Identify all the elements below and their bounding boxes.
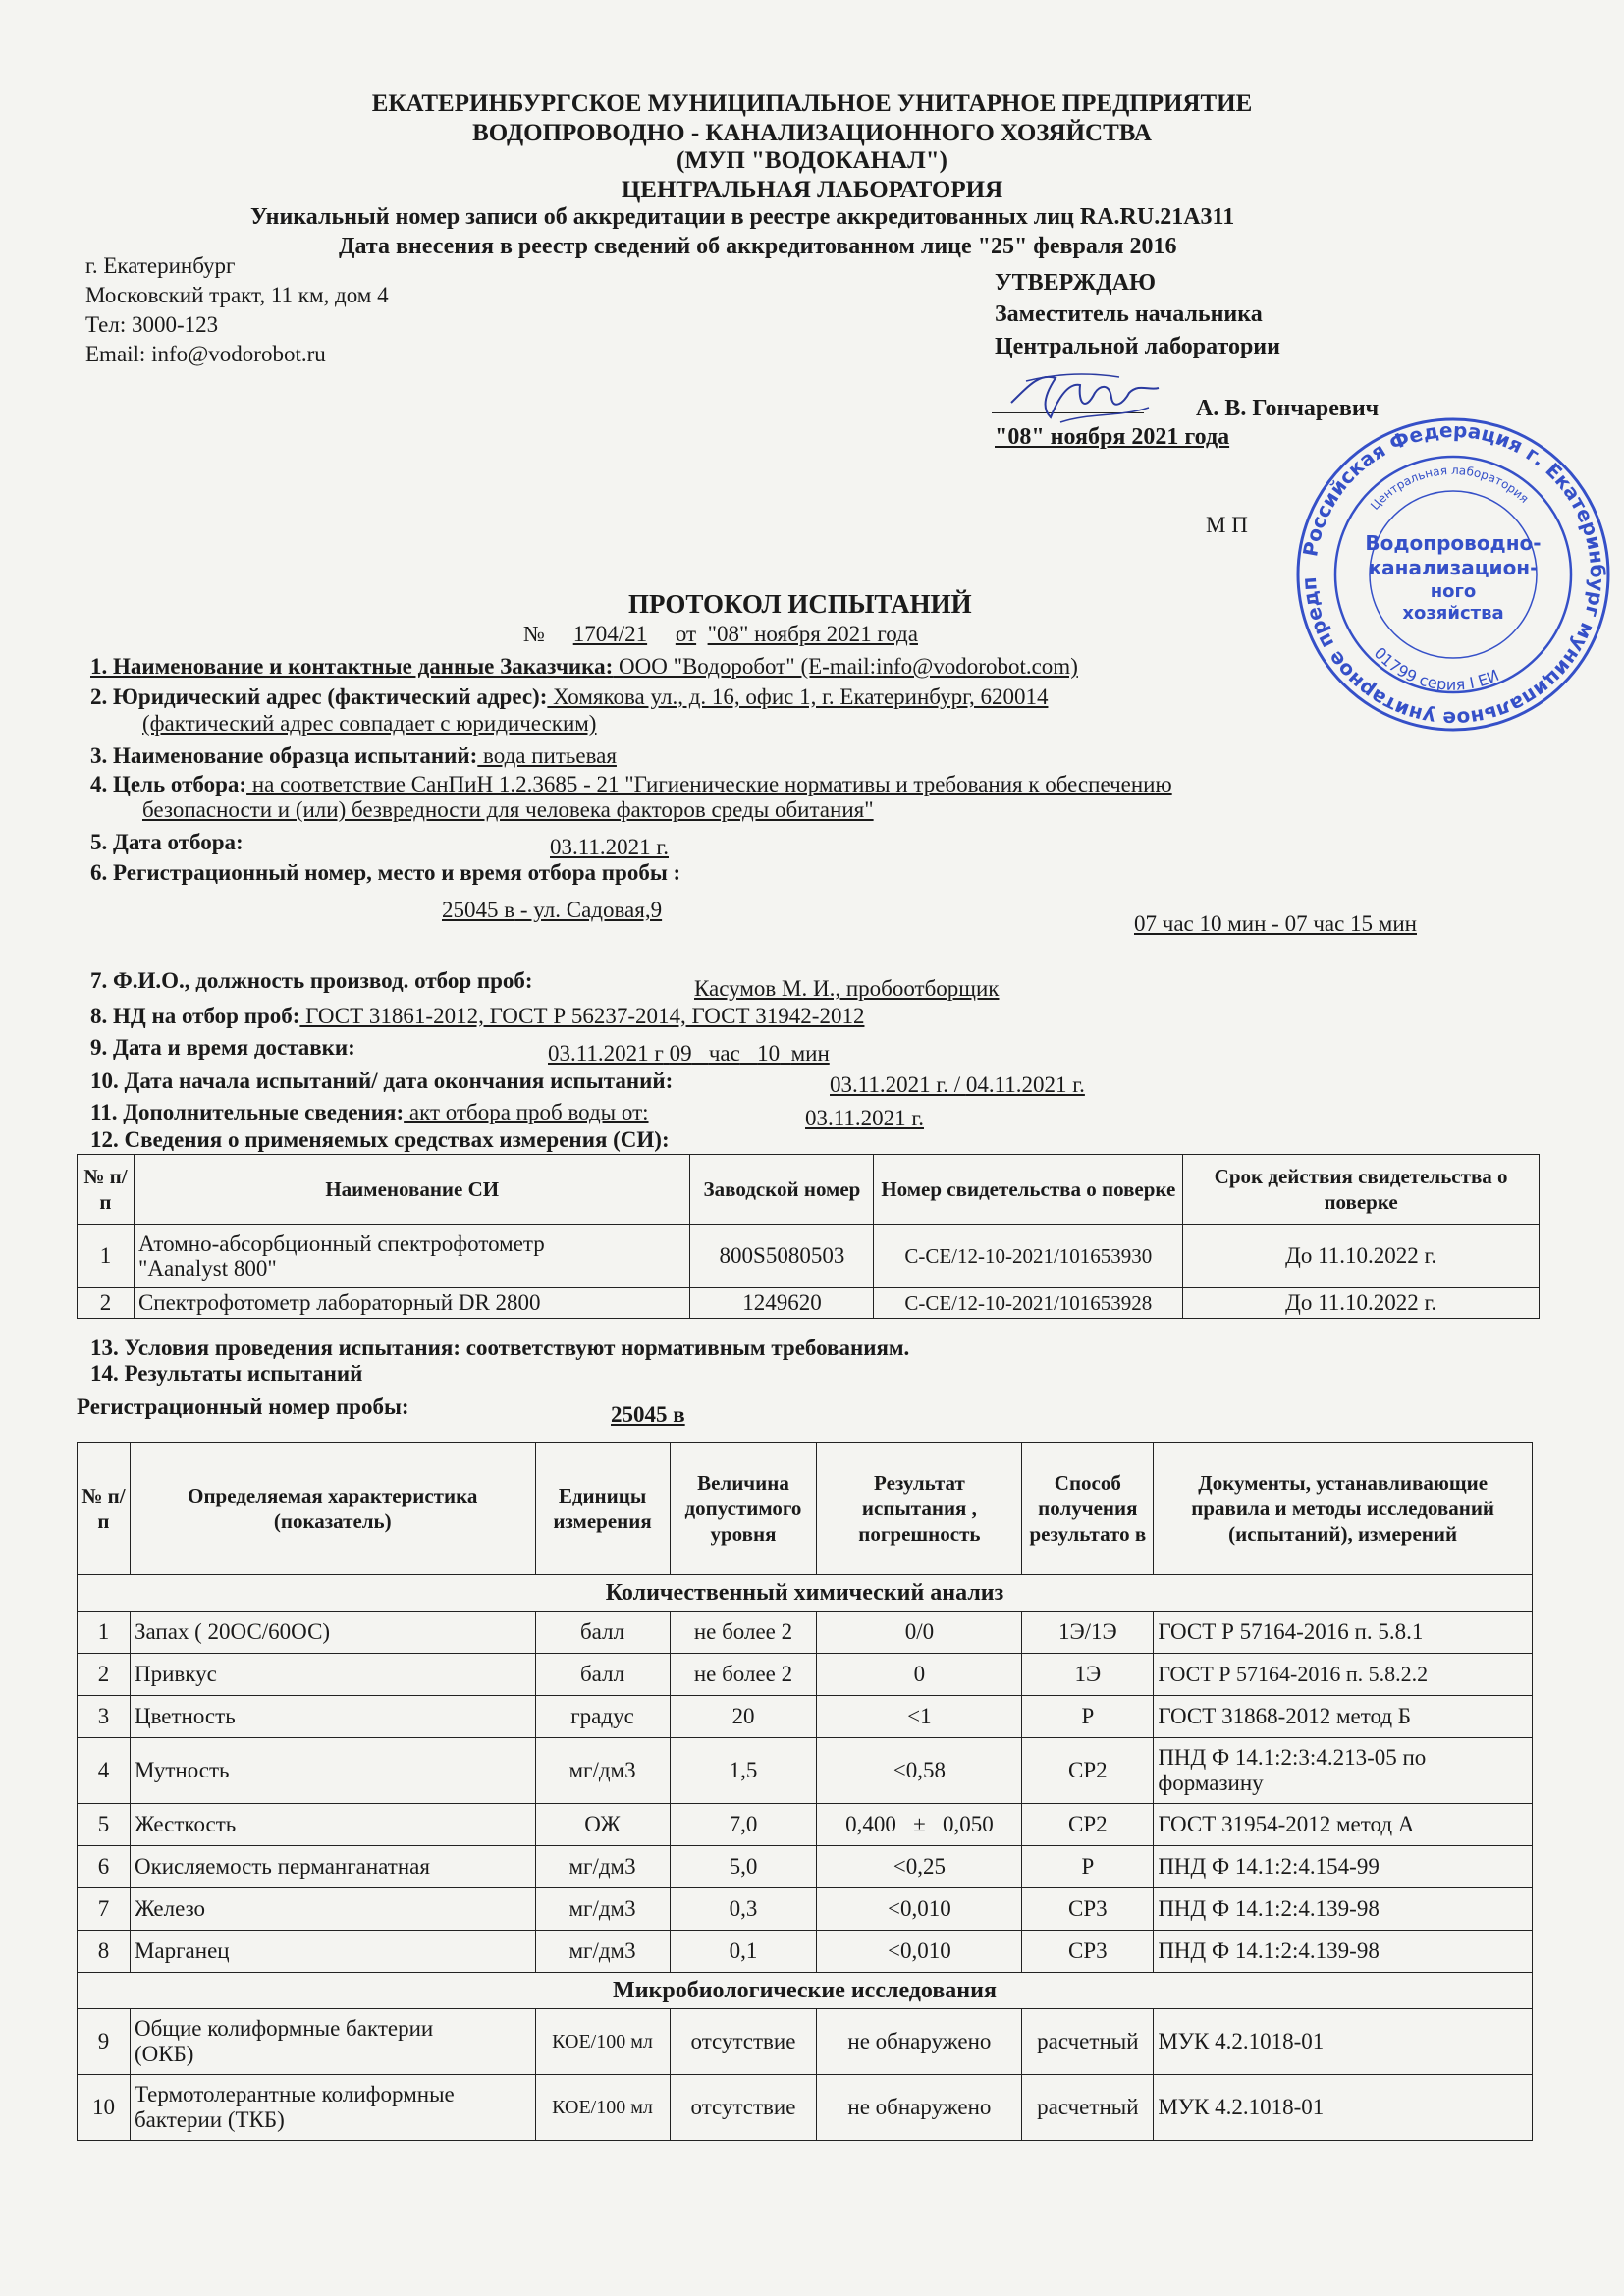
protocol-from-label: от [675, 622, 697, 646]
row-10-unit: КОЕ/100 мл [535, 2075, 670, 2141]
row-10-number: 10 [78, 2075, 131, 2141]
row-3-name: Цветность [130, 1696, 535, 1738]
item-7-value: Касумов М. И., пробоотборщик [694, 976, 1000, 1001]
row-9-method: расчетный [1022, 2009, 1154, 2075]
row-6-number: 6 [78, 1846, 131, 1888]
row-8-name: Марганец [130, 1931, 535, 1973]
item-2-note: (фактический адрес совпадает с юридическим) [142, 711, 597, 736]
approver-name: А. В. Гончаревич [1196, 396, 1380, 421]
address-email: Email: info@vodorobot.ru [85, 342, 326, 366]
row-5-method: СР2 [1022, 1804, 1154, 1846]
row-2-name: Привкус [130, 1654, 535, 1696]
results-header-characteristic: Определяемая характеристика (показатель) [130, 1443, 535, 1575]
row-3-document: ГОСТ 31868-2012 метод Б [1154, 1696, 1533, 1738]
row-3-method: Р [1022, 1696, 1154, 1738]
si-header-serial: Заводской номер [690, 1155, 874, 1225]
item-9-date: 03.11.2021 г [548, 1041, 664, 1066]
org-name-line3: (МУП "ВОДОКАНАЛ") [677, 147, 947, 174]
si-row-1-validity: До 11.10.2022 г. [1183, 1225, 1540, 1288]
si-table-row [78, 1288, 1540, 1319]
item-8-value: ГОСТ 31861-2012, ГОСТ Р 56237-2014, ГОСТ 31942-2012 [299, 1004, 865, 1028]
item-4-value-line2: безопасности и (или) безвредности для человека факторов среды обитания" [142, 797, 874, 822]
section-row-chemistry [78, 1575, 1533, 1612]
row-6-result: <0,25 [817, 1846, 1022, 1888]
sample-reg-value: 25045 в [611, 1402, 685, 1427]
si-table-header-row [78, 1155, 1540, 1225]
row-8-limit: 0,1 [670, 1931, 817, 1973]
si-row-2-serial: 1249620 [690, 1288, 874, 1319]
stamp-center-1: Водопроводно- [1365, 531, 1542, 555]
item-10-end: 04.11.2021 г. [965, 1072, 1085, 1097]
item-6-label: 6. Регистрационный номер, место и время отбора пробы : [90, 860, 681, 885]
row-5-result: 0,400 ± 0,050 [817, 1804, 1022, 1846]
row-7-limit: 0,3 [670, 1888, 817, 1931]
row-7-unit: мг/дм3 [535, 1888, 670, 1931]
table-row [78, 1654, 1533, 1696]
org-name-line1: ЕКАТЕРИНБУРГСКОЕ МУНИЦИПАЛЬНОЕ УНИТАРНОЕ ПРЕДПРИЯТИЕ [371, 90, 1253, 117]
row-8-result: <0,010 [817, 1931, 1022, 1973]
item-6-time: 07 час 10 мин - 07 час 15 мин [1134, 911, 1417, 936]
row-1-name [130, 1612, 535, 1654]
stamp-inner-text: Центральная лаборатория [1368, 463, 1532, 513]
item-4-value: на соответствие СанПиН 1.2.3685 - 21 "Гигиенические нормативы и требования к обеспечению [246, 772, 1172, 796]
row-8-document: ПНД Ф 14.1:2:4.139-98 [1154, 1931, 1533, 1973]
seal-stamp-icon [1291, 412, 1615, 741]
row-5-number: 5 [78, 1804, 131, 1846]
item-10-start: 03.11.2021 г. [830, 1072, 948, 1097]
item-2-value: Хомякова ул., д. 16, офис 1, г. Екатеринбург, 620014 [547, 684, 1049, 709]
item-9-hours-label: час [708, 1041, 740, 1066]
row-4-method: СР2 [1022, 1738, 1154, 1804]
test-results-table [77, 1442, 1533, 2141]
row-5-limit: 7,0 [670, 1804, 817, 1846]
measurement-instruments-table [77, 1154, 1540, 1319]
item-11 [90, 1100, 649, 1125]
row-1-limit: не более 2 [670, 1612, 817, 1654]
results-header-document: Документы, устанавливающие правила и методы исследований (испытаний), измерений [1154, 1443, 1533, 1575]
item-9-minutes: 10 [757, 1041, 781, 1066]
si-table-row [78, 1225, 1540, 1288]
address-phone: Тел: 3000-123 [85, 312, 219, 337]
row-7-number: 7 [78, 1888, 131, 1931]
si-row-1-number: 1 [78, 1225, 135, 1288]
row-3-unit: градус [535, 1696, 670, 1738]
svg-text:01799 серия I ЕИ [1371, 643, 1502, 693]
protocol-date: "08" ноября 2021 года [707, 622, 918, 646]
row-1-method: 1Э/1Э [1022, 1612, 1154, 1654]
stamp-center-2: канализацион- [1368, 556, 1539, 579]
row-10-name [130, 2075, 535, 2141]
row-2-limit: не более 2 [670, 1654, 817, 1696]
item-3 [90, 743, 617, 769]
item-6-value [442, 898, 662, 923]
item-12-label: 12. Сведения о применяемых средствах измерения (СИ): [90, 1127, 670, 1152]
item-3-label: 3. Наименование образца испытаний: [90, 743, 478, 768]
accreditation-date: Дата внесения в реестр сведений об аккредитованном лице "25" февраля 2016 [339, 234, 1177, 259]
item-13: 13. Условия проведения испытания: соответствуют нормативным требованиям. [90, 1336, 910, 1360]
row-7-method: СР3 [1022, 1888, 1154, 1931]
item-2 [90, 684, 1048, 710]
protocol-number: 1704/21 [572, 622, 648, 646]
si-row-1-name-line1: Атомно-абсорбционный спектрофотометр [137, 1230, 545, 1256]
row-9-result: не обнаружено [817, 2009, 1022, 2075]
si-row-2-cert: С-СЕ/12-10-2021/101653928 [874, 1288, 1183, 1319]
item-11-date: 03.11.2021 г. [805, 1106, 924, 1130]
item-4-label: 4. Цель отбора: [90, 772, 247, 796]
row-6-unit: мг/дм3 [535, 1846, 670, 1888]
row-3-limit: 20 [670, 1696, 817, 1738]
row-4-limit: 1,5 [670, 1738, 817, 1804]
row-5-unit: ОЖ [535, 1804, 670, 1846]
row-10-name-line2: бактерии (ТКБ) [134, 2107, 285, 2132]
row-6-name: Окисляемость перманганатная [130, 1846, 535, 1888]
item-8-label: 8. НД на отбор проб: [90, 1004, 300, 1028]
row-2-method: 1Э [1022, 1654, 1154, 1696]
results-header-limit: Величина допустимого уровня [670, 1443, 817, 1575]
approval-position-2: Центральной лаборатории [995, 334, 1280, 359]
approval-date: "08" ноября 2021 года [995, 424, 1230, 450]
item-9-hours: 09 [669, 1041, 692, 1066]
si-header-name: Наименование СИ [134, 1155, 690, 1225]
results-header-unit: Единицы измерения [535, 1443, 670, 1575]
table-row [78, 2075, 1533, 2141]
row-1-unit: балл [535, 1612, 670, 1654]
row-8-unit: мг/дм3 [535, 1931, 670, 1973]
item-1-value: ООО "Водоробот" (E-mail:info@vodorobot.com) [613, 654, 1078, 679]
row-8-number: 8 [78, 1931, 131, 1973]
si-row-1-name [134, 1225, 690, 1288]
row-8-method: СР3 [1022, 1931, 1154, 1973]
row-5-name: Жесткость [130, 1804, 535, 1846]
row-10-document: МУК 4.2.1018-01 [1154, 2075, 1533, 2141]
item-10-separator: / [948, 1072, 966, 1097]
item-10-label: 10. Дата начала испытаний/ дата окончания испытаний: [90, 1068, 674, 1093]
row-4-result: <0,58 [817, 1738, 1022, 1804]
row-2-number: 2 [78, 1654, 131, 1696]
item-7 [90, 968, 533, 994]
item-2-label: 2. Юридический адрес (фактический адрес): [90, 684, 548, 709]
org-name-line2: ВОДОПРОВОДНО - КАНАЛИЗАЦИОННОГО ХОЗЯЙСТВА [472, 120, 1152, 146]
stamp-bottom-text: 01799 серия I ЕИ [1370, 643, 1502, 694]
row-3-number: 3 [78, 1696, 131, 1738]
table-row [78, 1612, 1533, 1654]
row-10-name-line1: Термотолерантные колиформные [134, 2081, 455, 2106]
item-11-value: акт отбора проб воды от: [404, 1100, 649, 1124]
results-header-result: Результат испытания , погрешность [817, 1443, 1022, 1575]
protocol-title: ПРОТОКОЛ ИСПЫТАНИЙ [628, 589, 972, 619]
row-4-name: Мутность [130, 1738, 535, 1804]
si-header-validity: Срок действия свидетельства о поверке [1183, 1155, 1540, 1225]
row-9-document: МУК 4.2.1018-01 [1154, 2009, 1533, 2075]
row-9-number: 9 [78, 2009, 131, 2075]
row-9-name-line1: Общие колиформные бактерии [134, 2015, 434, 2041]
row-9-name-line2: (ОКБ) [134, 2042, 194, 2066]
si-header-cert: Номер свидетельства о поверке [874, 1155, 1183, 1225]
sample-reg-label: Регистрационный номер пробы: [77, 1394, 409, 1419]
table-row [78, 1696, 1533, 1738]
lab-name: ЦЕНТРАЛЬНАЯ ЛАБОРАТОРИЯ [621, 177, 1003, 203]
item-14: 14. Результаты испытаний [90, 1361, 363, 1386]
item-5-value: 03.11.2021 г. [550, 835, 669, 859]
row-2-result: 0 [817, 1654, 1022, 1696]
item-8 [90, 1004, 864, 1029]
item-1 [90, 654, 1078, 680]
table-row [78, 1738, 1533, 1804]
stamp-mp-label: М П [1206, 513, 1248, 537]
signature-icon [1001, 363, 1168, 432]
si-row-2-validity: До 11.10.2022 г. [1183, 1288, 1540, 1319]
row-2-unit: балл [535, 1654, 670, 1696]
address-city: г. Екатеринбург [85, 253, 236, 278]
row-6-document: ПНД Ф 14.1:2:4.154-99 [1154, 1846, 1533, 1888]
results-header-row [78, 1443, 1533, 1575]
si-row-2-number: 2 [78, 1288, 135, 1319]
row-1-name-text: Запах ( 20ОС/60ОС) [134, 1619, 331, 1644]
row-4-document-line1: ПНД Ф 14.1:2:3:4.213-05 по [1158, 1744, 1427, 1770]
approval-title: УТВЕРЖДАЮ [995, 270, 1157, 296]
protocol-no-label: № [523, 622, 545, 646]
row-1-number: 1 [78, 1612, 131, 1654]
item-9-label: 9. Дата и время доставки: [90, 1035, 355, 1060]
si-row-1-serial: 800S5080503 [690, 1225, 874, 1288]
approval-position-1: Заместитель начальника [995, 301, 1263, 327]
results-header-number: № п/п [78, 1443, 131, 1575]
si-row-1-cert: С-СЕ/12-10-2021/101653930 [874, 1225, 1183, 1288]
item-11-label: 11. Дополнительные сведения: [90, 1100, 405, 1124]
item-7-label: 7. Ф.И.О., должность производ. отбор проб: [90, 968, 533, 993]
row-1-result: 0/0 [817, 1612, 1022, 1654]
accreditation-number: Уникальный номер записи об аккредитации в реестре аккредитованных лиц RA.RU.21A311 [250, 204, 1235, 230]
row-4-unit: мг/дм3 [535, 1738, 670, 1804]
row-10-method: расчетный [1022, 2075, 1154, 2141]
table-row [78, 2009, 1533, 2075]
row-3-result: <1 [817, 1696, 1022, 1738]
item-3-value: вода питьевая [477, 743, 617, 768]
table-row [78, 1931, 1533, 1973]
protocol-number-line [523, 622, 918, 647]
row-10-result: не обнаружено [817, 2075, 1022, 2141]
section-row-microbiology [78, 1973, 1533, 2009]
row-10-limit: отсутствие [670, 2075, 817, 2141]
item-6-reg-number: 25045 в [442, 898, 515, 922]
item-5-label: 5. Дата отбора: [90, 830, 244, 854]
item-9-minutes-label: мин [790, 1041, 830, 1066]
si-row-2-name: Спектрофотометр лабораторный DR 2800 [134, 1288, 690, 1319]
section-chemistry-title: Количественный химический анализ [78, 1575, 1533, 1612]
row-4-number: 4 [78, 1738, 131, 1804]
row-2-document: ГОСТ Р 57164-2016 п. 5.8.2.2 [1154, 1654, 1533, 1696]
item-6-place: - ул. Садовая,9 [514, 898, 663, 922]
row-1-document: ГОСТ Р 57164-2016 п. 5.8.1 [1154, 1612, 1533, 1654]
table-row [78, 1804, 1533, 1846]
table-row [78, 1846, 1533, 1888]
section-microbiology-title: Микробиологические исследования [78, 1973, 1533, 2009]
row-7-result: <0,010 [817, 1888, 1022, 1931]
row-6-method: Р [1022, 1846, 1154, 1888]
row-7-document: ПНД Ф 14.1:2:4.139-98 [1154, 1888, 1533, 1931]
row-6-limit: 5,0 [670, 1846, 817, 1888]
row-4-document [1154, 1738, 1533, 1804]
item-10-value [830, 1072, 1085, 1098]
table-row [78, 1888, 1533, 1931]
row-5-document: ГОСТ 31954-2012 метод А [1154, 1804, 1533, 1846]
stamp-outer-text: Российская Федерация г. Екатеринбург муниципальное унитарное предп [1296, 417, 1610, 732]
si-row-1-name-line2: "Aanalyst 800" [137, 1256, 277, 1281]
results-header-method: Способ получения результато в [1022, 1443, 1154, 1575]
item-9-value [548, 1041, 830, 1066]
stamp-center-4: хозяйства [1402, 603, 1504, 624]
stamp-center-3: ного [1430, 581, 1477, 602]
item-4 [90, 772, 1172, 797]
row-4-document-line2: формазину [1158, 1771, 1264, 1795]
row-9-unit: КОЕ/100 мл [535, 2009, 670, 2075]
item-1-label: 1. Наименование и контактные данные Заказчика: [90, 654, 614, 679]
row-7-name: Железо [130, 1888, 535, 1931]
address-street: Московский тракт, 11 км, дом 4 [85, 283, 389, 307]
row-9-name [130, 2009, 535, 2075]
si-header-number: № п/п [78, 1155, 135, 1225]
row-9-limit: отсутствие [670, 2009, 817, 2075]
